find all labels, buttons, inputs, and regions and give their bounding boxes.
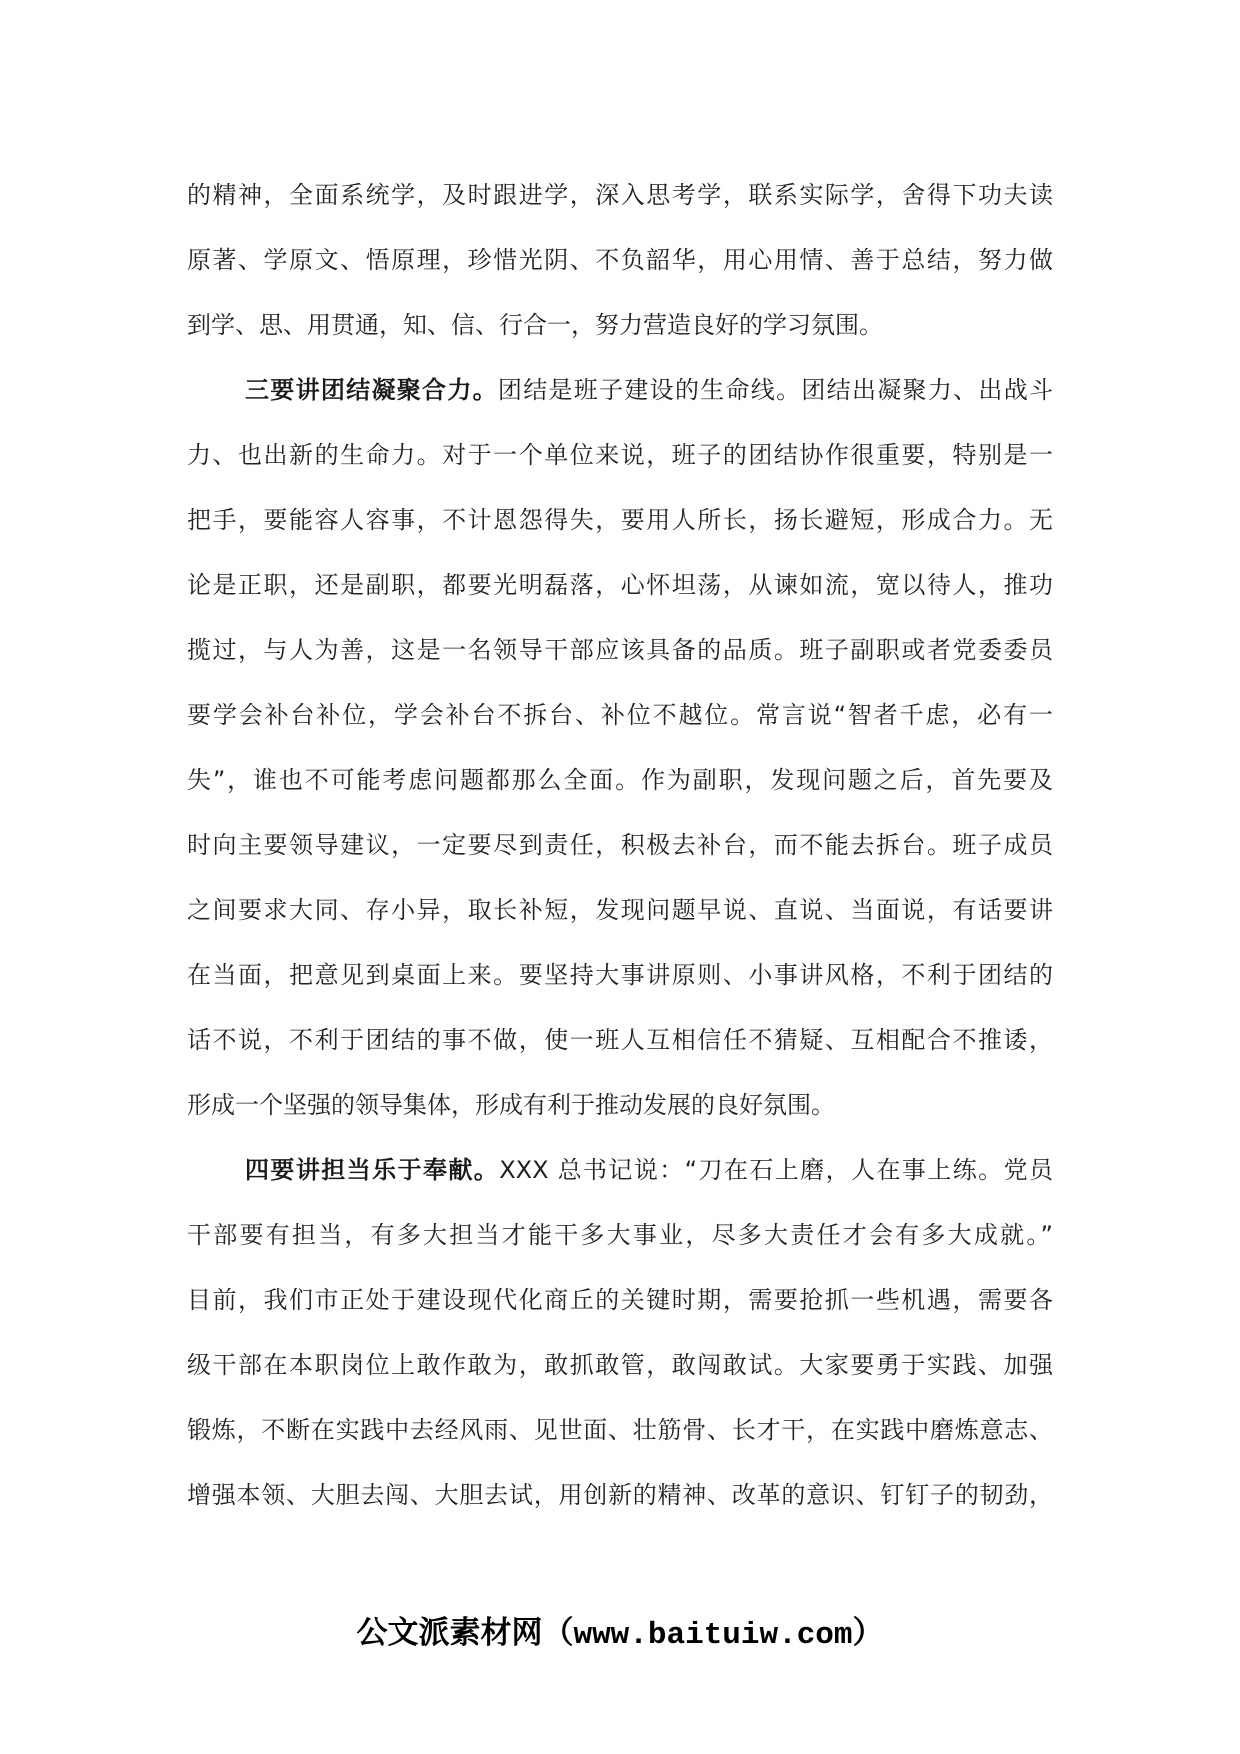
- body-text-line: 话不说，不利于团结的事不做，使一班人互相信任不猜疑、互相配合不推诿，: [187, 1026, 1053, 1054]
- body-text-line: 之间要求大同、存小异，取长补短，发现问题早说、直说、当面说，有话要讲: [187, 896, 1053, 924]
- body-text-line: 在当面，把意见到桌面上来。要坚持大事讲原则、小事讲风格，不利于团结的: [187, 961, 1053, 989]
- body-text-line: 级干部在本职岗位上敢作敢为，敢抓敢管，敢闯敢试。大家要勇于实践、加强: [187, 1351, 1053, 1379]
- body-text-line: 原著、学原文、悟原理，珍惜光阴、不负韶华，用心用情、善于总结，努力做: [187, 246, 1053, 274]
- body-text-line: 揽过，与人为善，这是一名领导干部应该具备的品质。班子副职或者党委委员: [187, 636, 1053, 664]
- paragraph: [187, 1138, 1053, 1528]
- paragraph: [187, 163, 1053, 358]
- body-text-span: 团结是班子建设的生命线。团结出凝聚力、出战斗: [497, 376, 1054, 404]
- body-text-line: 时向主要领导建议，一定要尽到责任，积极去补台，而不能去拆台。班子成员: [187, 831, 1053, 859]
- body-text-line: 论是正职，还是副职，都要光明磊落，心怀坦荡，从谏如流，宽以待人，推功: [187, 571, 1053, 599]
- body-text-line: 力、也出新的生命力。对于一个单位来说，班子的团结协作很重要，特别是一: [187, 441, 1053, 469]
- body-text-line: 形成一个坚强的领导集体，形成有利于推动发展的良好氛围。: [187, 1091, 835, 1119]
- footer-watermark: 公文派素材网（www.baituiw.com）: [356, 1618, 884, 1653]
- body-text-line: 锻炼，不断在实践中去经风雨、见世面、壮筋骨、长才干，在实践中磨炼意志、: [187, 1416, 1053, 1444]
- bold-lead-in: 四要讲担当乐于奉献。: [245, 1156, 500, 1184]
- body-text-line: 的精神，全面系统学，及时跟进学，深入思考学，联系实际学，舍得下功夫读: [187, 181, 1053, 209]
- bold-lead-in: 三要讲团结凝聚合力。: [245, 376, 498, 404]
- body-text-line: [187, 1138, 1053, 1203]
- body-text-line: 目前，我们市正处于建设现代化商丘的关键时期，需要抢抓一些机遇，需要各: [187, 1286, 1053, 1314]
- body-text-span: XXX 总书记说：“刀在石上磨，人在事上练。党员: [499, 1156, 1053, 1184]
- body-text-line: 把手，要能容人容事，不计恩怨得失，要用人所长，扬长避短，形成合力。无: [187, 506, 1053, 534]
- body-text-line: 要学会补台补位，学会补台不拆台、补位不越位。常言说“智者千虑，必有一: [187, 701, 1053, 729]
- body-text-line: 到学、思、用贯通，知、信、行合一，努力营造良好的学习氛围。: [187, 311, 883, 339]
- body-text-line: [187, 358, 1053, 423]
- body-text-line: 干部要有担当，有多大担当才能干多大事业，尽多大责任才会有多大成就。”: [187, 1221, 1053, 1249]
- body-text: [187, 163, 1053, 1528]
- body-text-line: 增强本领、大胆去闯、大胆去试，用创新的精神、改革的意识、钉钉子的韧劲，: [187, 1481, 1053, 1509]
- paragraph: [187, 358, 1053, 1138]
- body-text-line: 失”，谁也不可能考虑问题都那么全面。作为副职，发现问题之后，首先要及: [187, 766, 1053, 794]
